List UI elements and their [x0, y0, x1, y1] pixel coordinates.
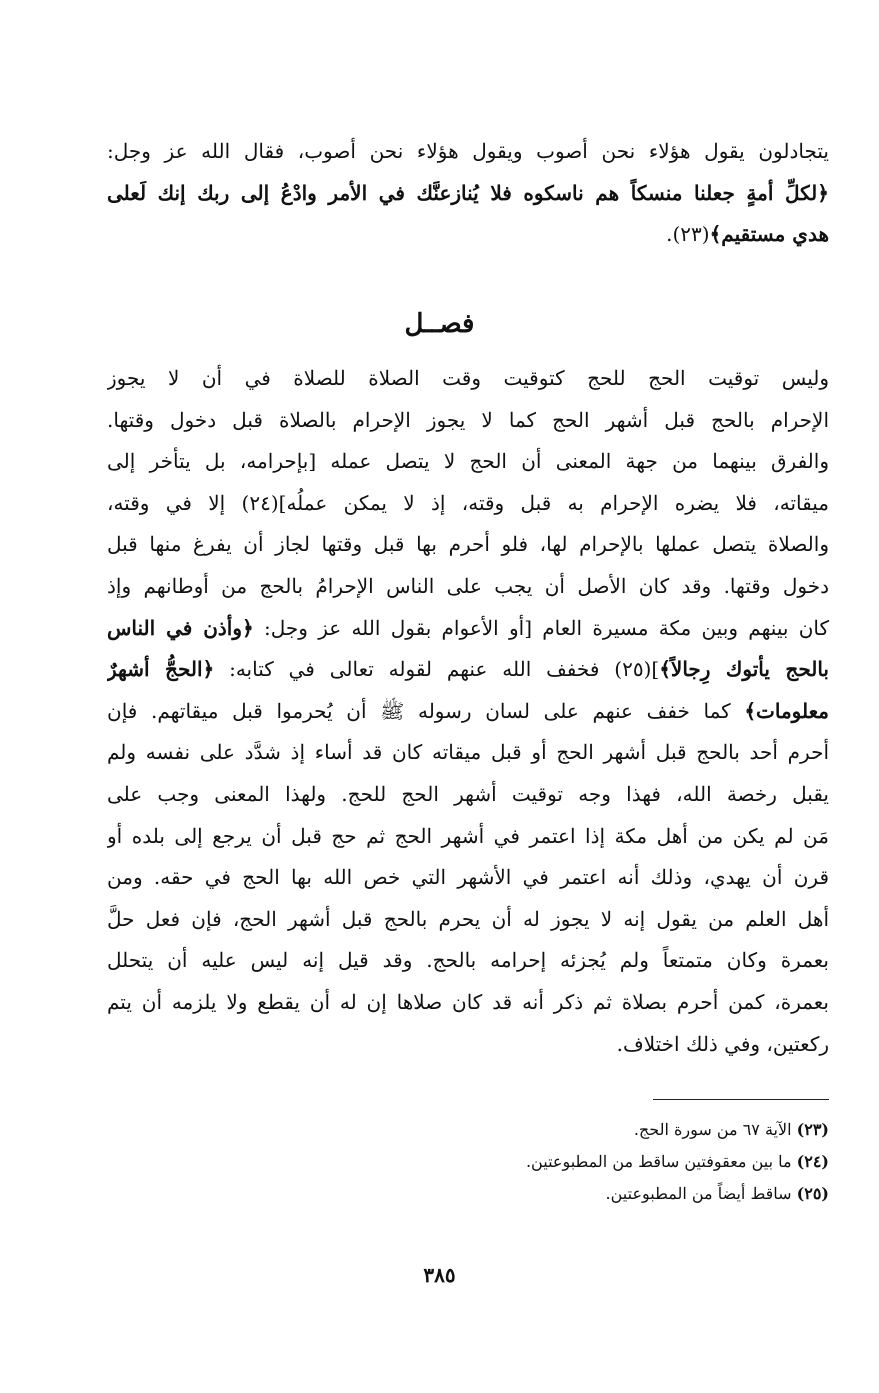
text-segment: دخول وقتها. وقد كان الأصل أن يجب على الناس الإحرامُ بالحج من أوطانهم وإذ [107, 573, 829, 598]
text-segment: (٢٥) [614, 657, 652, 682]
quran-quote: ﴿وأذن في الناس [107, 615, 254, 640]
text-line [107, 358, 829, 400]
text-line [107, 649, 829, 691]
text-segment: كما خفف عنهم على لسان رسوله ﷺ أن يُحرموا قبل ميقاتهم. فإن [107, 698, 745, 723]
text-segment: ميقاته، فلا يضره الإحرام به قبل وقته، إذ لا يمكن عملُه] [278, 490, 829, 515]
text-line [107, 608, 829, 650]
section-heading: فصــل [404, 309, 475, 339]
text-segment: (٢٣). [666, 222, 710, 247]
text-line [107, 857, 829, 899]
text-segment: ركعتين، وفي ذلك اختلاف. [616, 1031, 829, 1056]
text-line [107, 524, 829, 566]
text-line [107, 1024, 829, 1066]
text-line [107, 400, 829, 442]
text-line [107, 131, 829, 173]
quran-quote: معلومات﴾ [744, 698, 829, 723]
footnote-text: الآية ٦٧ من سورة الحج. [633, 1120, 797, 1139]
text-segment: والفرق بينهما من جهة المعنى أن الحج لا يتصل عمله [بإحرامه، بل يتأخر إلى [107, 449, 829, 474]
intro-paragraph [107, 131, 829, 256]
text-line [107, 732, 829, 774]
quran-quote: ﴿لكلِّ أمةٍ جعلنا منسكاً هم ناسكوه فلا يُنازعنَّك في الأمر وادْعُ إلى ربك إنك لَعلى [107, 180, 829, 205]
text-segment: مَن لم يكن من أهل مكة إذا اعتمر في أشهر الحج ثم حج قبل أن يرجع إلى بلده أو [107, 823, 829, 848]
text-segment: أحرم أحد بالحج قبل أشهر الحج أو قبل ميقاته كان قد أساء إذ شدَّد على نفسه ولم [107, 740, 829, 765]
footnote [107, 1178, 829, 1210]
footnotes [107, 1114, 829, 1210]
text-line [107, 566, 829, 608]
text-line [107, 774, 829, 816]
footnote-text: ما بين معقوفتين ساقط من المطبوعتين. [525, 1152, 797, 1171]
text-segment: والصلاة يتصل عملها بالإحرام لها، فلو أحرم بها قبل وقتها لجاز أن يفرغ منها قبل [107, 532, 829, 557]
quran-quote: ﴿الحجُّ أشهرٌ [107, 657, 215, 682]
page-number: ٣٨٥ [423, 1263, 456, 1287]
text-segment: بعمرة وكان متمتعاً ولم يُجزئه إحرامه بالحج. وقد قيل إنه ليس عليه أن يتحلل [107, 948, 829, 973]
text-line [107, 816, 829, 858]
text-segment: وليس توقيت الحج للحج كتوقيت وقت الصلاة للصلاة في أن لا يجوز [107, 366, 829, 390]
text-line [107, 214, 829, 256]
text-segment: فخفف الله عنهم لقوله تعالى في كتابه: [214, 657, 615, 682]
text-segment: بعمرة، كمن أحرم بصلاة ثم ذكر أنه قد كان صلاها إن له أن يقطع ولا يلزمه أن يتم [107, 989, 829, 1014]
footnote [107, 1146, 829, 1178]
body-paragraph [107, 358, 829, 1065]
text-line [107, 441, 829, 483]
text-segment: يتجادلون يقول هؤلاء نحن أصوب ويقول هؤلاء نحن أصوب، فقال الله عز وجل: [107, 139, 829, 163]
text-segment: ] [651, 657, 660, 682]
text-line [107, 899, 829, 941]
text-line [107, 173, 829, 215]
text-segment: يقبل رخصة الله، فهذا وجه توقيت أشهر الحج للحج. ولهذا المعنى وجب على [107, 781, 829, 806]
text-line [107, 940, 829, 982]
text-line [107, 982, 829, 1024]
text-segment: أهل العلم من يقول إنه لا يجوز له أن يحرم بالحج قبل أشهر الحج، فإن فعل حلَّ [107, 906, 829, 931]
footnote-number: (٢٥) [796, 1184, 829, 1203]
text-line [107, 483, 829, 525]
footnote [107, 1114, 829, 1146]
text-segment: (٢٤) [241, 490, 279, 515]
footnote-number: (٢٤) [796, 1152, 829, 1171]
footnote-divider [653, 1099, 829, 1100]
text-line [107, 691, 829, 733]
quran-quote: هدي مستقيم﴾ [709, 222, 829, 247]
footnote-text: ساقط أيضاً من المطبوعتين. [605, 1184, 797, 1203]
text-segment: إلا في وقته، [107, 490, 242, 515]
text-segment: قرن أن يهدي، وذلك أنه اعتمر في الأشهر التي خص الله بها الحج في حقه. ومن [107, 865, 829, 890]
text-segment: الإحرام بالحج قبل أشهر الحج كما لا يجوز الإحرام بالصلاة قبل دخول وقتها. [107, 407, 829, 432]
footnote-number: (٢٣) [796, 1120, 829, 1139]
quran-quote: بالحج يأتوك رِجالاً﴾ [659, 657, 829, 682]
text-segment: كان بينهم وبين مكة مسيرة العام [أو الأعوام بقول الله عز وجل: [253, 615, 829, 640]
